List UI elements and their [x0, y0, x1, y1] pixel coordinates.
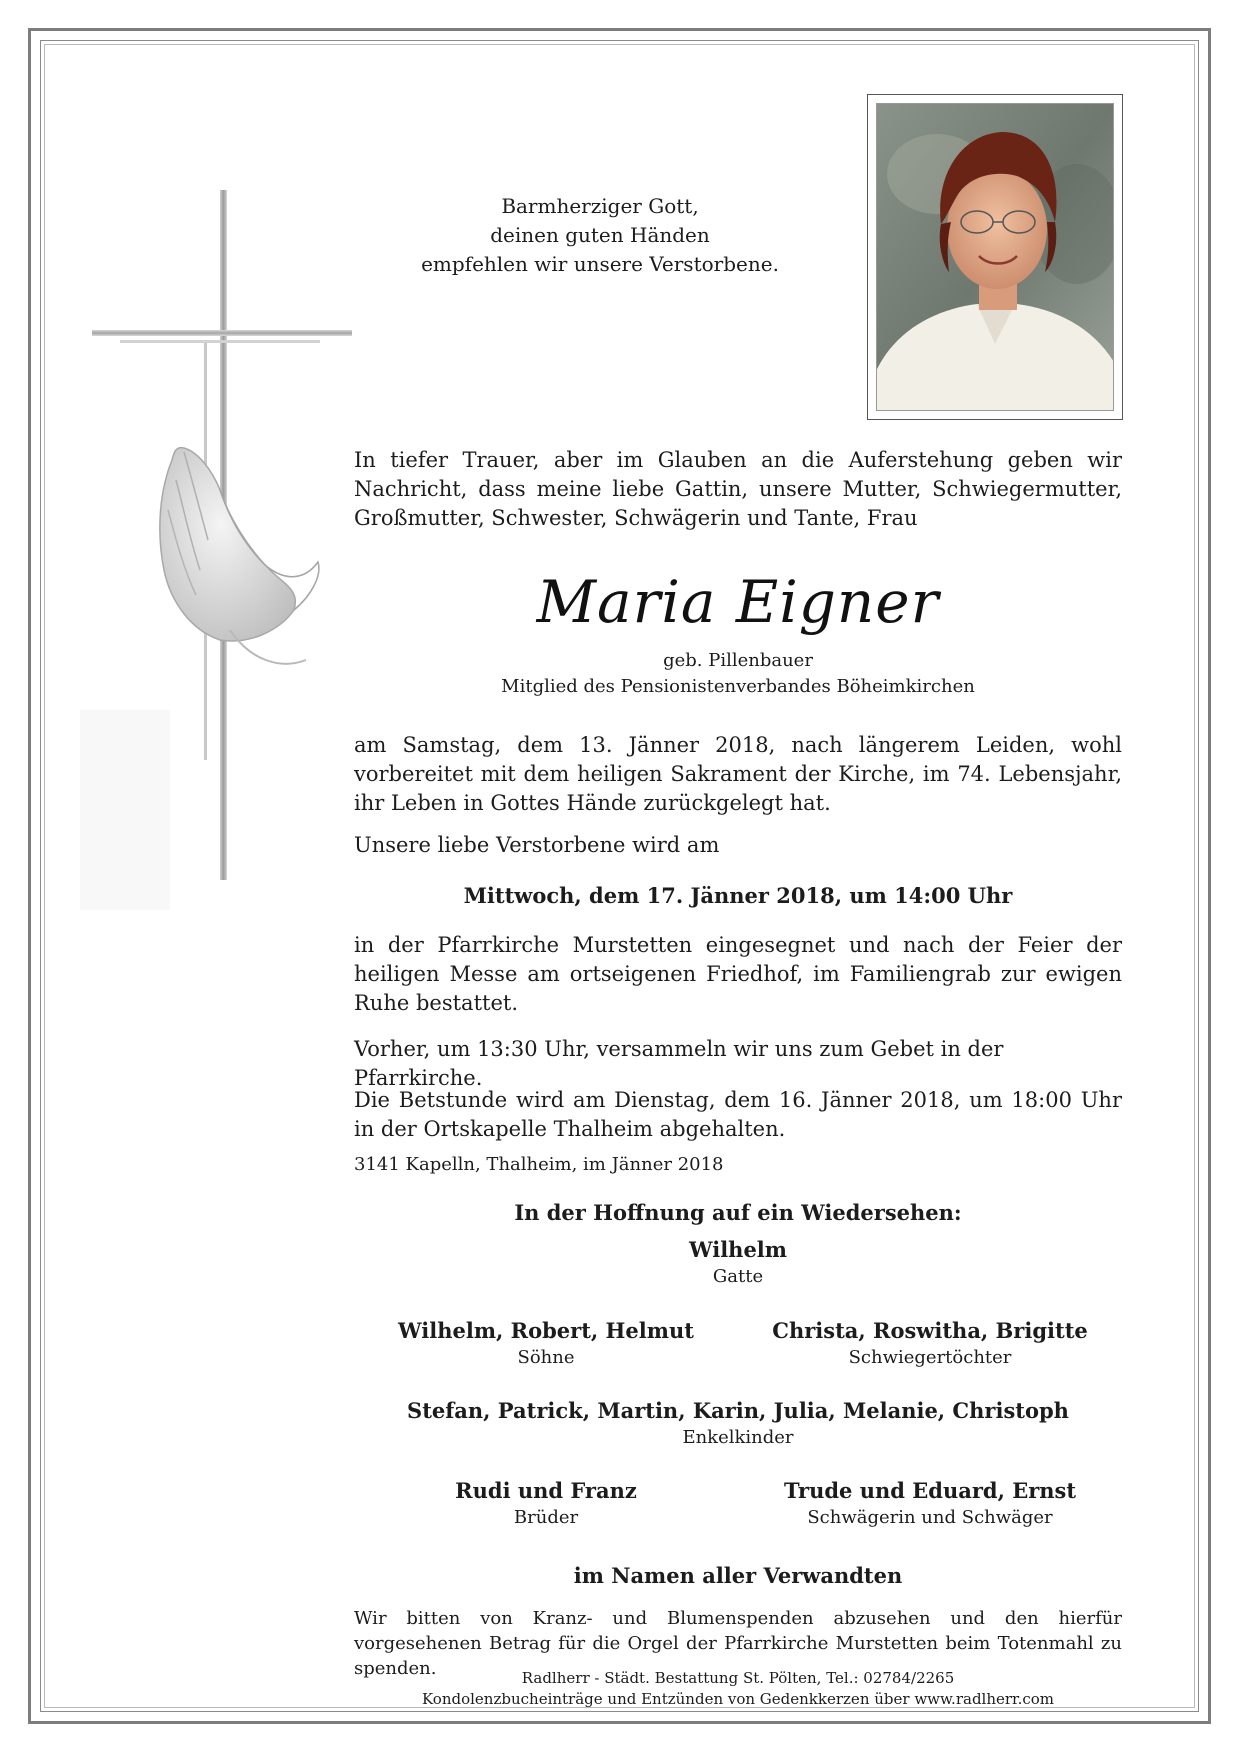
cross-with-praying-hands-icon	[80, 190, 360, 910]
siblings-row	[354, 1476, 1122, 1531]
siblings-in-law-block	[738, 1476, 1122, 1531]
footer-line-2: Kondolenzbucheinträge und Entzünden von Gedenkkerzen über www.radlherr.com	[422, 1690, 1054, 1708]
mourners-heading: In der Hoffnung auf ein Wiedersehen:	[514, 1200, 962, 1225]
sons-block	[354, 1316, 738, 1371]
brothers-names: Rudi und Franz	[455, 1478, 637, 1503]
sons-role: Söhne	[517, 1347, 575, 1368]
prayer-text: Vorher, um 13:30 Uhr, versammeln wir uns zum Gebet in der Pfarrkirche.	[354, 1037, 1004, 1090]
verse-line-1: Barmherziger Gott,	[501, 194, 699, 218]
daughters-in-law-block	[738, 1316, 1122, 1371]
grandchildren-names: Stefan, Patrick, Martin, Karin, Julia, Melanie, Christoph	[407, 1398, 1069, 1423]
brothers-role: Brüder	[513, 1507, 579, 1528]
portrait-frame	[867, 94, 1123, 420]
brothers-block	[354, 1476, 738, 1531]
closing-line: im Namen aller Verwandten	[573, 1563, 903, 1588]
place-date: 3141 Kapelln, Thalheim, im Jänner 2018	[354, 1154, 724, 1175]
funeral-date: Mittwoch, dem 17. Jänner 2018, um 14:00 Uhr	[463, 883, 1013, 908]
sons-names: Wilhelm, Robert, Helmut	[398, 1318, 694, 1343]
death-text: am Samstag, dem 13. Jänner 2018, nach längerem Leiden, wohl vorbereitet mit dem heiligen Sakrament der Kirche, im 74. Lebensjahr, ihr Leben in Gottes Hände zurückgelegt hat.	[354, 733, 1122, 815]
deceased-name: Maria Eigner	[536, 568, 940, 636]
siblings-in-law-role: Schwägerin und Schwäger	[807, 1507, 1053, 1528]
daughters-in-law-role: Schwiegertöchter	[848, 1347, 1012, 1368]
footer-line-1: Radlherr - Städt. Bestattung St. Pölten, Tel.: 02784/2265	[521, 1669, 955, 1687]
membership: Mitglied des Pensionistenverbandes Böheimkirchen	[501, 676, 975, 697]
funeral-details: in der Pfarrkirche Murstetten eingesegnet und nach der Feier der heiligen Messe am ortseigenen Friedhof, im Familiengrab zur ewigen Ruhe bestattet.	[354, 933, 1122, 1015]
funeral-lead: Unsere liebe Verstorbene wird am	[354, 833, 720, 857]
grandchildren-role: Enkelkinder	[682, 1427, 794, 1448]
bible-verse	[380, 192, 820, 279]
verse-line-2: deinen guten Händen	[490, 223, 710, 247]
verse-line-3: empfehlen wir unsere Verstorbene.	[421, 252, 779, 276]
daughters-in-law-names: Christa, Roswitha, Brigitte	[772, 1318, 1088, 1343]
donation-request: Wir bitten von Kranz- und Blumenspenden abzusehen und den hierfür vorgesehenen Betrag für die Orgel der Pfarrkirche Murstetten beim Totenmahl zu spenden.	[354, 1608, 1122, 1679]
grandchildren-block	[354, 1396, 1122, 1451]
footer	[354, 1668, 1122, 1710]
spouse-name: Wilhelm	[689, 1237, 787, 1262]
birth-name: geb. Pillenbauer	[663, 650, 813, 671]
spouse-role: Gatte	[712, 1266, 764, 1287]
sons-daughters-row	[354, 1316, 1122, 1371]
siblings-in-law-names: Trude und Eduard, Ernst	[783, 1478, 1077, 1503]
portrait-photo	[876, 103, 1114, 411]
vigil-text: Die Betstunde wird am Dienstag, dem 16. Jänner 2018, um 18:00 Uhr in der Ortskapelle Thalheim abgehalten.	[354, 1088, 1122, 1141]
intro-text: In tiefer Trauer, aber im Glauben an die Auferstehung geben wir Nachricht, dass meine liebe Gattin, unsere Mutter, Schwiegermutter, Großmutter, Schwester, Schwägerin und Tante, Frau	[354, 448, 1122, 530]
spouse-block	[354, 1235, 1122, 1290]
